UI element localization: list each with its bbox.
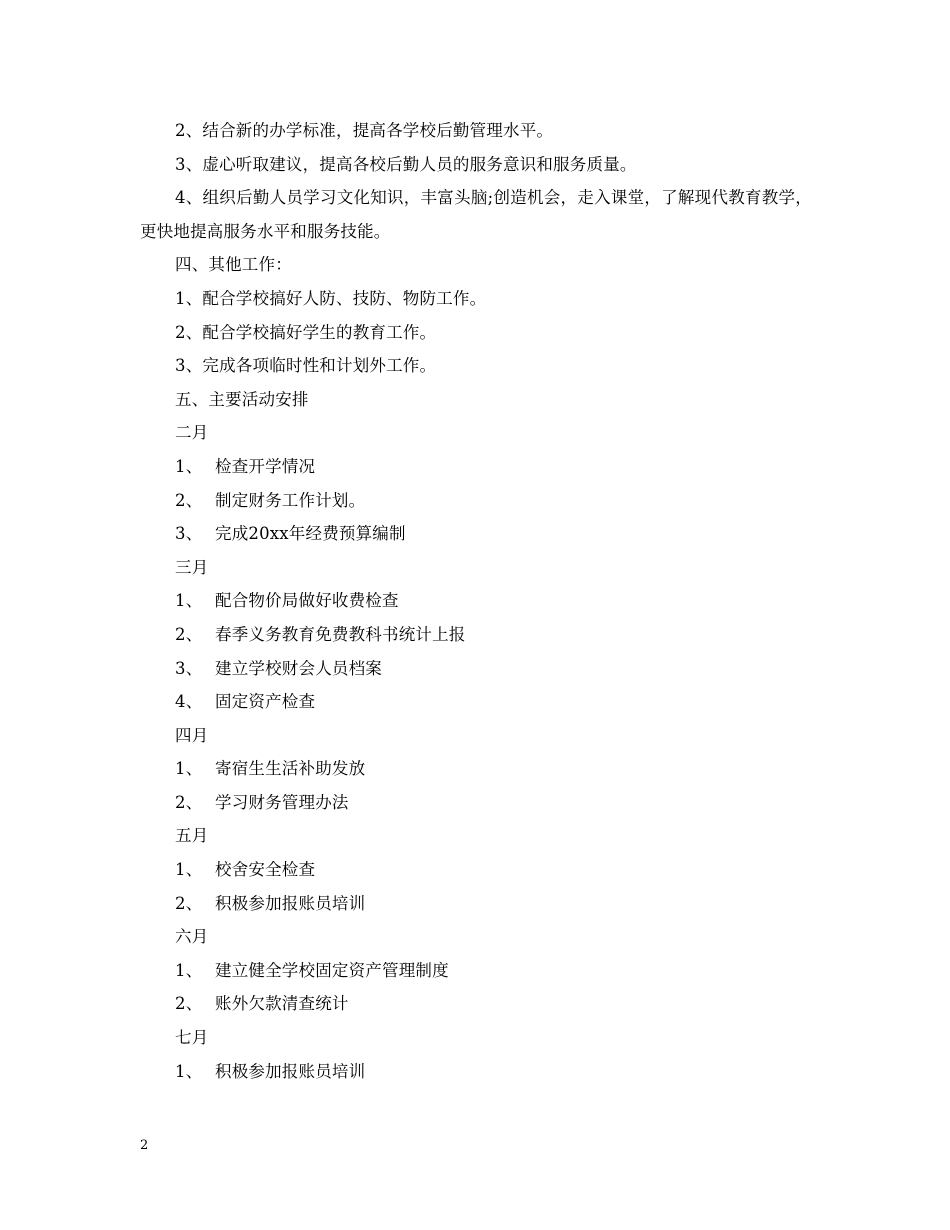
list-item-number: 3、 [175,658,203,678]
list-item-text: 账外欠款清查统计 [215,994,349,1014]
list-item-number: 1、 [175,960,203,980]
list-item-text: 检查开学情况 [215,456,316,476]
page-number: 2 [140,1138,149,1153]
list-item [140,450,820,484]
list-item [140,887,820,921]
list-item-text: 春季义务教育免费教科书统计上报 [215,624,466,644]
list-item-number: 2、 [175,893,203,913]
list-item-text: 配合物价局做好收费检查 [215,591,399,611]
list-item [140,652,820,686]
list-item-number: 1、 [175,456,203,476]
list-item [140,752,820,786]
paragraph: 五月 [175,826,209,846]
list-item-number: 1、 [175,1061,203,1081]
paragraph: 四月 [175,725,209,745]
paragraph: 2、配合学校搞好学生的教育工作。 [175,322,437,342]
list-item-text: 制定财务工作计划。 [215,490,366,510]
list-item-text: 积极参加报账员培训 [215,1061,366,1081]
paragraph: 五、主要活动安排 [175,389,309,409]
paragraph: 3、虚心听取建议，提高各校后勤人员的服务意识和服务质量。 [175,154,637,174]
paragraph: 七月 [175,1028,209,1048]
document-body [140,114,820,1088]
list-item [140,987,820,1021]
paragraph: 二月 [175,423,209,443]
list-item [140,685,820,719]
list-item-text: 积极参加报账员培训 [215,893,366,913]
paragraph: 2、结合新的办学标准，提高各学校后勤管理水平。 [175,121,554,140]
list-item-number: 1、 [175,860,203,880]
list-item-text: 建立健全学校固定资产管理制度 [215,960,449,980]
paragraph: 六月 [175,927,209,947]
list-item [140,484,820,518]
list-item-number: 2、 [175,792,203,812]
list-item-number: 1、 [175,759,203,779]
list-item-number: 3、 [175,524,203,544]
list-item [140,584,820,618]
list-item [140,517,820,551]
list-item [140,618,820,652]
list-item [140,954,820,988]
paragraph: 4、组织后勤人员学习文化知识，丰富头脑;创造机会，走入课堂，了解现代教育教学，更快地提高服务水平和服务技能。 [140,188,812,241]
list-item [140,853,820,887]
list-item-number: 1、 [175,591,203,611]
list-item [140,786,820,820]
paragraph: 四、其他工作： [175,255,292,275]
paragraph: 3、完成各项临时性和计划外工作。 [175,356,437,376]
list-item-text: 建立学校财会人员档案 [215,658,382,678]
list-item-number: 2、 [175,624,203,644]
list-item-number: 2、 [175,994,203,1014]
paragraph: 三月 [175,557,209,577]
list-item-text: 寄宿生生活补助发放 [215,759,366,779]
list-item-text: 学习财务管理办法 [215,792,349,812]
list-item-text: 完成20xx年经费预算编制 [215,524,406,544]
list-item-text: 固定资产检查 [215,692,316,712]
paragraph: 1、配合学校搞好人防、技防、物防工作。 [175,288,487,308]
list-item [140,1055,820,1089]
list-item-number: 2、 [175,490,203,510]
list-item-number: 4、 [175,692,203,712]
list-item-text: 校舍安全检查 [215,860,316,880]
